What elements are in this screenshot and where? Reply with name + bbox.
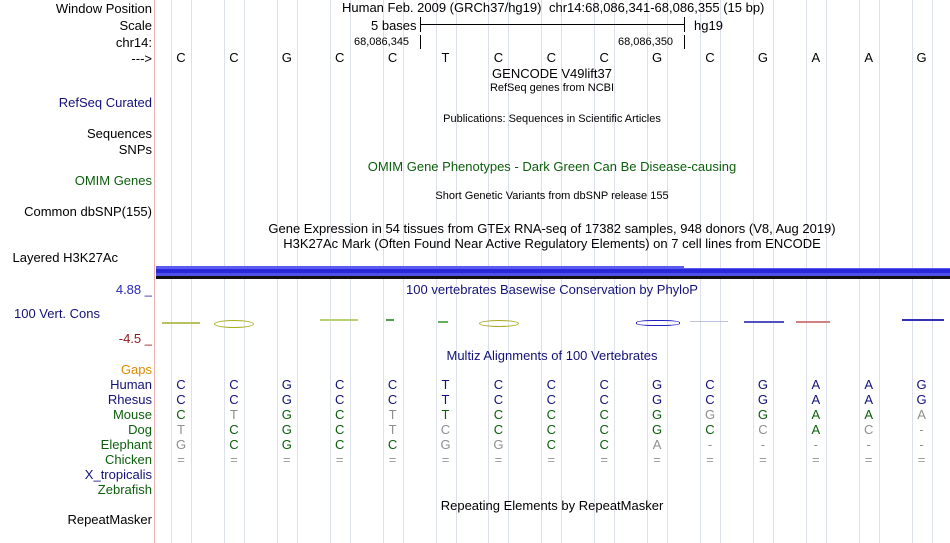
reference-base: C: [599, 50, 609, 65]
alignment-base: A: [864, 407, 874, 422]
alignment-base: G: [652, 422, 663, 437]
strand-arrow-label: --->: [131, 51, 152, 66]
alignment-base: C: [229, 422, 239, 437]
alignment-base: C: [546, 437, 556, 452]
common-dbsnp-label[interactable]: Common dbSNP(155): [24, 204, 152, 219]
reference-base: A: [811, 50, 821, 65]
alignment-base: A: [811, 407, 821, 422]
alignment-base: =: [547, 452, 556, 467]
cons-min-value: -4.5 _: [118, 331, 152, 346]
alignment-base: C: [705, 422, 715, 437]
alignment-base: C: [599, 407, 609, 422]
label-column-divider: [154, 0, 155, 543]
alignment-base: A: [811, 392, 821, 407]
alignment-base: G: [916, 377, 927, 392]
phylop-track-title[interactable]: 100 vertebrates Basewise Conservation by PhyloP: [406, 282, 698, 297]
reference-base: C: [229, 50, 239, 65]
alignment-base: =: [335, 452, 344, 467]
dbsnp-track-title[interactable]: Short Genetic Variants from dbSNP release 155: [435, 190, 669, 202]
species-label-chicken[interactable]: Chicken: [105, 452, 152, 467]
cons-segment: [796, 321, 830, 323]
alignment-base: =: [864, 452, 873, 467]
alignment-base: C: [334, 392, 345, 407]
alignment-base: A: [811, 377, 821, 392]
assembly-title: Human Feb. 2009 (GRCh37/hg19): [342, 0, 542, 15]
alignment-base: T: [388, 407, 397, 422]
alignment-base: G: [652, 392, 663, 407]
reference-base: A: [864, 50, 874, 65]
alignment-base: C: [387, 392, 398, 407]
alignment-base: =: [600, 452, 608, 467]
alignment-base: -: [866, 437, 871, 452]
alignment-base: C: [546, 422, 556, 437]
alignment-base: -: [707, 437, 713, 452]
species-label-x_tropicalis[interactable]: X_tropicalis: [84, 467, 152, 482]
species-label-mouse[interactable]: Mouse: [112, 407, 152, 422]
alignment-base: T: [441, 392, 450, 407]
alignment-base: C: [705, 377, 715, 392]
species-label-zebrafish[interactable]: Zebrafish: [97, 482, 152, 497]
alignment-base: =: [388, 452, 397, 467]
alignment-base: C: [758, 422, 768, 437]
alignment-base: =: [441, 452, 450, 467]
window-range: chr14:68,086,341-68,086,355 (15 bp): [549, 0, 765, 15]
alignment-base: C: [176, 407, 186, 422]
refseq-track-title[interactable]: RefSeq genes from NCBI: [489, 82, 615, 94]
scale-bar: [420, 24, 684, 25]
multiz-track-title[interactable]: Multiz Alignments of 100 Vertebrates: [446, 348, 658, 363]
coord-left-tick: [420, 35, 421, 49]
coord-right: 68,086,350: [618, 36, 674, 48]
gaps-label[interactable]: Gaps: [120, 362, 152, 377]
coord-right-tick: [684, 35, 685, 49]
alignment-base: C: [229, 377, 239, 392]
species-label-dog[interactable]: Dog: [128, 422, 152, 437]
alignment-base: C: [229, 392, 239, 407]
alignment-base: A: [652, 437, 662, 452]
sequences-label[interactable]: Sequences: [86, 126, 152, 141]
cons-segment: [162, 322, 200, 324]
alignment-base: G: [493, 437, 504, 452]
alignment-base: C: [863, 422, 874, 437]
vert-cons-label[interactable]: 100 Vert. Cons: [14, 306, 100, 321]
alignment-base: C: [493, 377, 504, 392]
reference-base: G: [652, 50, 663, 65]
gencode-track-title[interactable]: GENCODE V49lift37: [492, 66, 612, 81]
phylop-conservation-plot[interactable]: [156, 316, 950, 330]
alignment-base: C: [705, 392, 715, 407]
alignment-base: C: [334, 437, 345, 452]
cons-segment: [902, 319, 944, 321]
alignment-base: C: [546, 392, 556, 407]
alignment-base: C: [599, 392, 609, 407]
h3k27ac-track-title[interactable]: H3K27Ac Mark (Often Found Near Active Regulatory Elements) on 7 cell lines from ENCODE: [283, 236, 821, 251]
alignment-base: -: [919, 422, 924, 437]
alignment-base: T: [177, 422, 185, 437]
scale-label: Scale: [119, 18, 152, 33]
scale-bases: 5 bases: [371, 18, 417, 33]
chrom-label: chr14:: [115, 35, 152, 50]
window-position-label: Window Position: [55, 1, 152, 16]
alignment-base: C: [599, 422, 609, 437]
cons-segment: [636, 320, 680, 326]
alignment-base: =: [812, 452, 820, 467]
alignment-base: =: [230, 452, 238, 467]
alignment-base: C: [229, 437, 239, 452]
snps-label[interactable]: SNPs: [118, 142, 152, 157]
species-label-rhesus[interactable]: Rhesus: [107, 392, 152, 407]
alignment-base: G: [281, 422, 292, 437]
reference-base: G: [916, 50, 927, 65]
h3k27ac-signal[interactable]: [156, 266, 950, 279]
scale-bar-right-tick: [684, 17, 685, 32]
reference-base: G: [281, 50, 292, 65]
alignment-base: C: [334, 422, 345, 437]
alignment-base: =: [706, 452, 714, 467]
alignment-base: G: [757, 392, 768, 407]
omim-track-title[interactable]: OMIM Gene Phenotypes - Dark Green Can Be Disease-causing: [367, 159, 737, 174]
alignment-base: -: [813, 437, 818, 452]
cons-max-value: 4.88 _: [115, 282, 152, 297]
scale-db: hg19: [694, 18, 723, 33]
alignment-base: A: [811, 422, 821, 437]
alignment-base: T: [388, 422, 397, 437]
repeatmasker-track-title[interactable]: Repeating Elements by RepeatMasker: [440, 498, 664, 513]
alignment-base: C: [176, 377, 186, 392]
alignment-base: C: [493, 422, 504, 437]
repeatmasker-label[interactable]: RepeatMasker: [67, 512, 152, 527]
alignment-base: G: [757, 407, 768, 422]
alignment-base: C: [599, 437, 609, 452]
alignment-base: C: [493, 392, 504, 407]
alignment-base: G: [281, 437, 292, 452]
cons-segment: [320, 319, 358, 321]
reference-base: C: [705, 50, 715, 65]
reference-base: T: [441, 50, 450, 65]
alignment-base: G: [757, 377, 768, 392]
alignment-base: G: [175, 437, 187, 452]
alignment-base: A: [864, 377, 874, 392]
species-label-elephant[interactable]: Elephant: [100, 437, 152, 452]
coord-left: 68,086,345: [354, 36, 410, 48]
alignment-base: C: [546, 407, 556, 422]
alignment-base: C: [599, 377, 609, 392]
alignment-base: C: [176, 392, 186, 407]
reference-base: C: [493, 50, 504, 65]
alignment-base: =: [494, 452, 503, 467]
reference-base: C: [387, 50, 398, 65]
alignment-base: =: [917, 452, 926, 467]
cons-segment: [479, 320, 519, 327]
alignment-base: G: [281, 392, 292, 407]
alignment-base: C: [387, 377, 398, 392]
alignment-base: G: [652, 407, 663, 422]
omim-genes-label[interactable]: OMIM Genes: [74, 173, 152, 188]
alignment-base: =: [653, 452, 661, 467]
alignment-base: A: [917, 407, 926, 422]
cons-segment: [438, 321, 448, 323]
alignment-base: C: [546, 377, 556, 392]
alignment-base: G: [281, 407, 292, 422]
reference-base: C: [334, 50, 345, 65]
cons-segment: [214, 320, 254, 328]
alignment-base: G: [440, 437, 451, 452]
reference-base: C: [176, 50, 186, 65]
cons-segment: [744, 321, 784, 323]
cons-segment: [386, 319, 394, 321]
alignment-base: C: [440, 422, 451, 437]
alignment-base: C: [387, 437, 398, 452]
refseq-curated-label[interactable]: RefSeq Curated: [58, 95, 152, 110]
reference-base: G: [757, 50, 768, 65]
alignment-base: T: [441, 377, 450, 392]
alignment-base: A: [864, 392, 874, 407]
alignment-base: =: [177, 452, 185, 467]
species-label-human[interactable]: Human: [110, 377, 152, 392]
alignment-base: C: [334, 377, 345, 392]
alignment-base: G: [916, 392, 927, 407]
alignment-base: C: [334, 407, 345, 422]
alignment-base: G: [704, 407, 716, 422]
alignment-base: T: [229, 407, 238, 422]
alignment-base: =: [283, 452, 291, 467]
alignment-base: T: [441, 407, 450, 422]
alignment-base: G: [652, 377, 663, 392]
gtex-track-title[interactable]: Gene Expression in 54 tissues from GTEx RNA-seq of 17382 samples, 948 donors (V8, Aug 2019): [268, 221, 836, 236]
alignment-base: -: [919, 437, 924, 452]
alignment-base: C: [493, 407, 504, 422]
reference-base: C: [546, 50, 556, 65]
layered-h3k27ac-label[interactable]: Layered H3K27Ac: [12, 250, 118, 265]
alignment-base: G: [281, 377, 292, 392]
alignment-base: =: [759, 452, 767, 467]
alignment-base: -: [760, 437, 766, 452]
publications-track-title[interactable]: Publications: Sequences in Scientific Articles: [443, 113, 661, 125]
cons-segment: [690, 321, 728, 322]
